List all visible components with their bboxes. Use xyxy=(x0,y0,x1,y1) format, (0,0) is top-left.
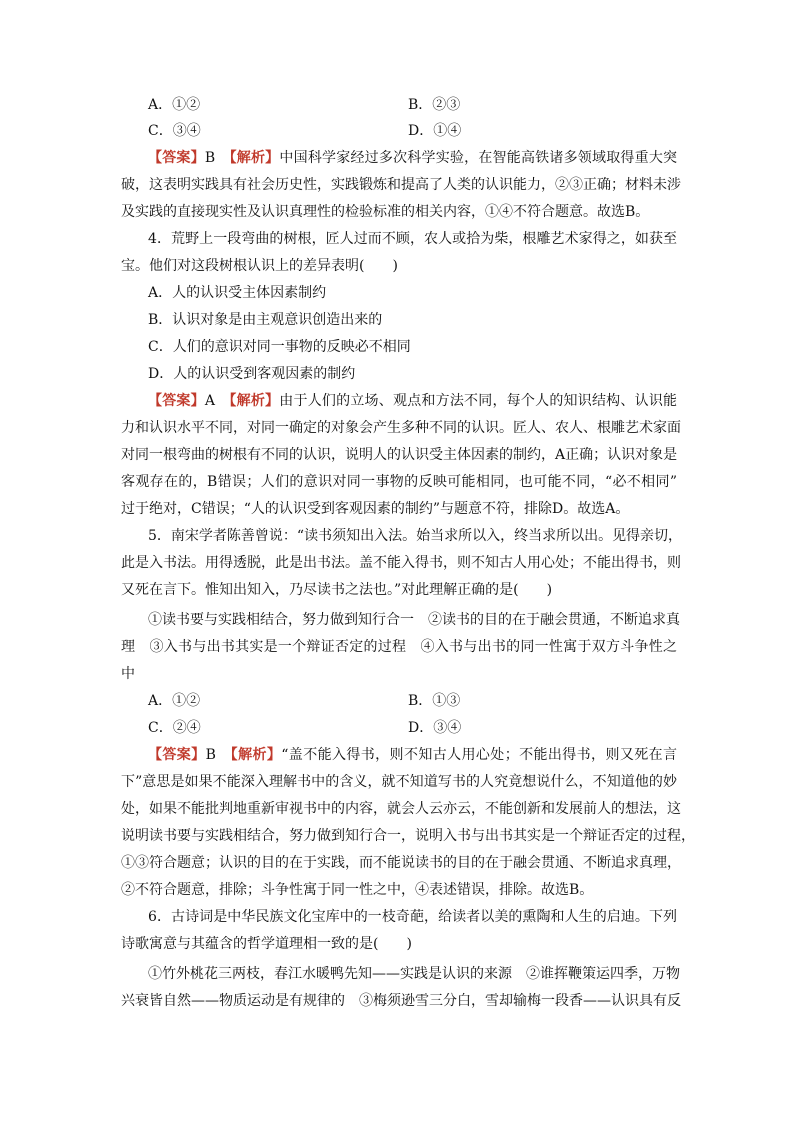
q3-option-b: B．②③ xyxy=(408,97,461,113)
q4-stem-1: 4．荒野上一段弯曲的树根，匠人过而不顾，农人或拾为柴，根雕艺术家得之，如获至 xyxy=(148,231,677,247)
q5-option-c: C．②④ xyxy=(148,720,201,736)
q6-stem-2: 诗歌寓意与其蕴含的哲学道理相一致的是( ) xyxy=(121,936,412,952)
q3-explanation-1: 中国科学家经过多次科学实验，在智能高铁诸多领域取得重大突 xyxy=(279,150,678,166)
q4-explanation-2: 力和认识水平不同，对同一确定的对象会产生多种不同的认识。匠人、农人、根雕艺术家面 xyxy=(121,420,681,436)
q4-answer: A xyxy=(204,393,215,409)
q4-option-c: C．人们的意识对同一事物的反映必不相同 xyxy=(148,339,411,355)
q3-option-d: D．①④ xyxy=(408,123,462,139)
q6-items-1: ①竹外桃花三两枝，春江水暖鸭先知——实践是认识的来源 ②谁挥鞭策运四季，万物 xyxy=(148,966,680,982)
q5-items-1: ①读书要与实践相结合，努力做到知行合一 ②读书的目的在于融会贯通，不断追求真 xyxy=(148,612,680,628)
answer-tag: 【答案】 xyxy=(148,393,205,409)
q3-answer-line xyxy=(148,148,677,168)
q5-answer-line xyxy=(148,745,677,765)
explanation-tag: 【解析】 xyxy=(230,747,282,763)
q5-option-b: B．①③ xyxy=(408,693,461,709)
q4-option-a: A．人的认识受主体因素制约 xyxy=(148,285,327,301)
q3-explanation-3: 及实践的直接现实性及认识真理性的检验标准的相关内容，①④不符合题意。故选B。 xyxy=(121,204,650,220)
q4-stem-2: 宝。他们对这段树根认识上的差异表明( ) xyxy=(121,258,398,274)
q4-answer-line xyxy=(148,391,677,411)
q4-explanation-1: 由于人们的立场、观点和方法不同，每个人的知识结构、认识能 xyxy=(279,393,678,409)
q5-explanation-3: 处，如果不能批判地重新审视书中的内容，就会人云亦云，不能创新和发展前人的想法，这 xyxy=(121,801,681,817)
answer-tag: 【答案】 xyxy=(148,150,205,166)
q4-explanation-5: 过于绝对，C错误；“人的认识受到客观因素的制约”与题意不符，排除D。故选A。 xyxy=(121,501,630,517)
explanation-tag: 【解析】 xyxy=(229,393,280,409)
q5-stem-1: 5．南宋学者陈善曾说：“读书须知出入法。始当求所以入，终当求所以出。见得亲切， xyxy=(148,528,683,544)
q4-explanation-3: 对同一根弯曲的树根有不同的认识，说明人的认识受主体因素的制约，A正确；认识对象是 xyxy=(121,447,678,463)
q4-explanation-4: 客观存在的，B错误；人们的意识对同一事物的反映可能相同，也可能不同，“必不相同” xyxy=(121,474,677,490)
q5-explanation-6: ②不符合题意，排除；斗争性寓于同一性之中，④表述错误，排除。故选B。 xyxy=(121,882,594,898)
explanation-tag: 【解析】 xyxy=(229,150,280,166)
answer-tag: 【答案】 xyxy=(148,747,206,763)
q5-explanation-4: 说明读书要与实践相结合，努力做到知行合一，说明入书与出书其实是一个辩证否定的过程， xyxy=(121,828,695,844)
q5-option-d: D．③④ xyxy=(408,720,462,736)
q5-items-3: 中 xyxy=(121,666,135,682)
q5-explanation-1: “盖不能入得书，则不知古人用心处；不能出得书，则又死在言 xyxy=(281,747,678,763)
q3-option-c: C．③④ xyxy=(148,123,201,139)
q5-stem-3: 又死在言下。惟知出知入，乃尽读书之法也。”对此理解正确的是( ) xyxy=(121,582,553,598)
q5-answer: B xyxy=(205,747,216,763)
q5-explanation-5: ①③符合题意；认识的目的在于实践，而不能说读书的目的在于融会贯通、不断追求真理， xyxy=(121,855,681,871)
q5-items-2: 理 ③入书与出书其实是一个辩证否定的过程 ④入书与出书的同一性寓于双方斗争性之 xyxy=(121,639,677,655)
q3-explanation-2: 破，这表明实践具有社会历史性，实践锻炼和提高了人类的认识能力，②③正确；材料未涉 xyxy=(121,177,681,193)
q6-items-2: 兴衰皆自然——物质运动是有规律的 ③梅须逊雪三分白，雪却输梅一段香——认识具有反 xyxy=(121,993,681,1009)
q5-option-a: A．①② xyxy=(148,693,201,709)
q6-stem-1: 6．古诗词是中华民族文化宝库中的一枝奇葩，给读者以美的熏陶和人生的启迪。下列 xyxy=(148,909,677,925)
q3-option-a: A．①② xyxy=(148,97,201,113)
q5-explanation-2: 下”意思是如果不能深入理解书中的含义，就不知道写书的人究竟想说什么，不知道他的妙 xyxy=(121,774,677,790)
q3-answer: B xyxy=(204,150,216,166)
q4-option-b: B．认识对象是由主观意识创造出来的 xyxy=(148,312,383,328)
q5-stem-2: 此是入书法。用得透脱，此是出书法。盖不能入得书，则不知古人用心处；不能出得书，则 xyxy=(121,555,681,571)
q4-option-d: D．人的认识受到客观因素的制约 xyxy=(148,366,356,382)
